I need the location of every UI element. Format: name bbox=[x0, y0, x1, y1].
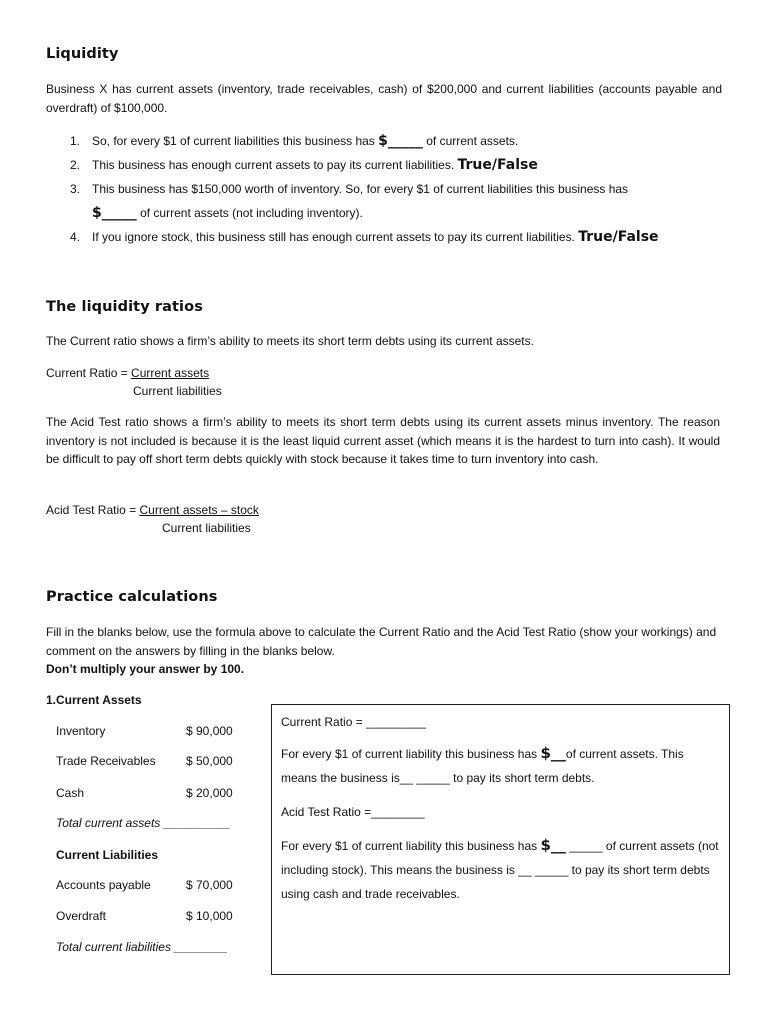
acid-test-answer: Acid Test Ratio =________ bbox=[281, 805, 425, 819]
section-current-liabilities: Current Liabilities bbox=[56, 848, 159, 862]
question-number: 3. bbox=[70, 182, 81, 196]
liability-label: Accounts payable bbox=[56, 878, 151, 892]
question-number: 4. bbox=[70, 230, 81, 244]
liquidity-intro: Business X has current assets (inventory, trade receivables, cash) of $200,000 and current liabilities (accounts payable and overdraft) of $100,000. bbox=[46, 82, 722, 115]
question-text: If you ignore stock, this business still has enough current assets to pay its current liabilities. bbox=[92, 230, 579, 244]
total-current-liabilities: Total current liabilities ________ bbox=[56, 940, 228, 954]
question-text: So, for every $1 of current liabilities this business has bbox=[92, 134, 379, 148]
practice-note: Don’t multiply your answer by 100. bbox=[46, 662, 245, 676]
total-current-assets: Total current assets __________ bbox=[56, 816, 231, 830]
true-false-option: True/False bbox=[578, 229, 659, 245]
heading-practice: Practice calculations bbox=[46, 589, 218, 605]
question-text-end: of current assets. bbox=[422, 134, 519, 148]
liability-label: Overdraft bbox=[56, 909, 107, 923]
practice-instructions: Fill in the blanks below, use the formula above to calculate the Current Ratio and the Acid Test Ratio (show your workings) and comment on the answers by filling in the blanks below. bbox=[46, 625, 717, 658]
liability-value: $ 70,000 bbox=[186, 878, 233, 892]
asset-value: $ 90,000 bbox=[186, 724, 233, 738]
acid-test-description: The Acid Test ratio shows a firm’s ability to meets its short term debts using its current assets minus inventory. The reason inventory is not included is because it is the least liquid current asset (which means it is the hardest to turn into cash). It would be difficult to pay off short term debts quickly with stock because it takes time to turn inventory into cash. bbox=[46, 415, 720, 466]
dollar-blank: $__ bbox=[540, 836, 566, 854]
current-ratio-description: The Current ratio shows a firm’s ability to meets its short term debts using its current assets. bbox=[46, 334, 534, 348]
asset-value: $ 50,000 bbox=[186, 754, 233, 768]
current-ratio-answer: Current Ratio = _________ bbox=[281, 715, 427, 729]
dollar-blank: $__ bbox=[540, 744, 566, 762]
acid-test-comment bbox=[281, 833, 721, 906]
liability-value: $ 10,000 bbox=[186, 909, 233, 923]
question-text: This business has $150,000 worth of inventory. So, for every $1 of current liabilities this business has bbox=[92, 182, 629, 196]
heading-liquidity: Liquidity bbox=[46, 46, 119, 62]
heading-liquidity-ratios: The liquidity ratios bbox=[46, 299, 203, 315]
formula-label: Current Ratio = bbox=[46, 366, 132, 380]
formula-denominator: Current liabilities bbox=[133, 384, 222, 398]
current-ratio-formula bbox=[46, 364, 346, 400]
question-text: This business has enough current assets to pay its current liabilities. bbox=[92, 158, 458, 172]
question-4 bbox=[46, 225, 736, 249]
asset-value: $ 20,000 bbox=[186, 786, 233, 800]
liability-row-overdraft bbox=[56, 907, 256, 925]
formula-numerator: Current assets – stock bbox=[139, 503, 259, 517]
acid-test-formula bbox=[46, 501, 366, 537]
comment-text-end: _____ of current assets (not including stock). This means the business is __ _____ to pay its short term debts using cash and trade receivables. bbox=[281, 839, 719, 901]
formula-denominator: Current liabilities bbox=[162, 521, 251, 535]
liability-row-accounts-payable bbox=[56, 876, 256, 894]
question-2 bbox=[46, 153, 736, 177]
true-false-option: True/False bbox=[457, 157, 538, 173]
answer-box bbox=[271, 704, 730, 975]
formula-label: Acid Test Ratio = bbox=[46, 503, 140, 517]
asset-row-trade-receivables bbox=[56, 752, 256, 770]
dollar-blank: $_____ bbox=[92, 205, 137, 221]
dollar-blank: $_____ bbox=[378, 133, 423, 149]
asset-row-inventory bbox=[56, 722, 256, 740]
question-3 bbox=[46, 177, 736, 225]
formula-numerator: Current assets bbox=[131, 366, 210, 380]
section-current-assets: 1.Current Assets bbox=[46, 693, 142, 707]
comment-text-end: of current assets. This means the business is__ _____ to pay its short term debts. bbox=[281, 747, 684, 785]
current-ratio-comment bbox=[281, 741, 721, 790]
asset-label: Cash bbox=[56, 786, 85, 800]
comment-text: For every $1 of current liability this business has bbox=[281, 747, 541, 761]
asset-label: Trade Receivables bbox=[56, 754, 156, 768]
asset-row-cash bbox=[56, 784, 256, 802]
comment-text: For every $1 of current liability this business has bbox=[281, 839, 541, 853]
question-1 bbox=[46, 129, 736, 153]
question-text-end: of current assets (not including inventory). bbox=[136, 206, 363, 220]
question-number: 1. bbox=[70, 134, 81, 148]
asset-label: Inventory bbox=[56, 724, 106, 738]
question-number: 2. bbox=[70, 158, 81, 172]
liquidity-questions bbox=[46, 129, 736, 249]
